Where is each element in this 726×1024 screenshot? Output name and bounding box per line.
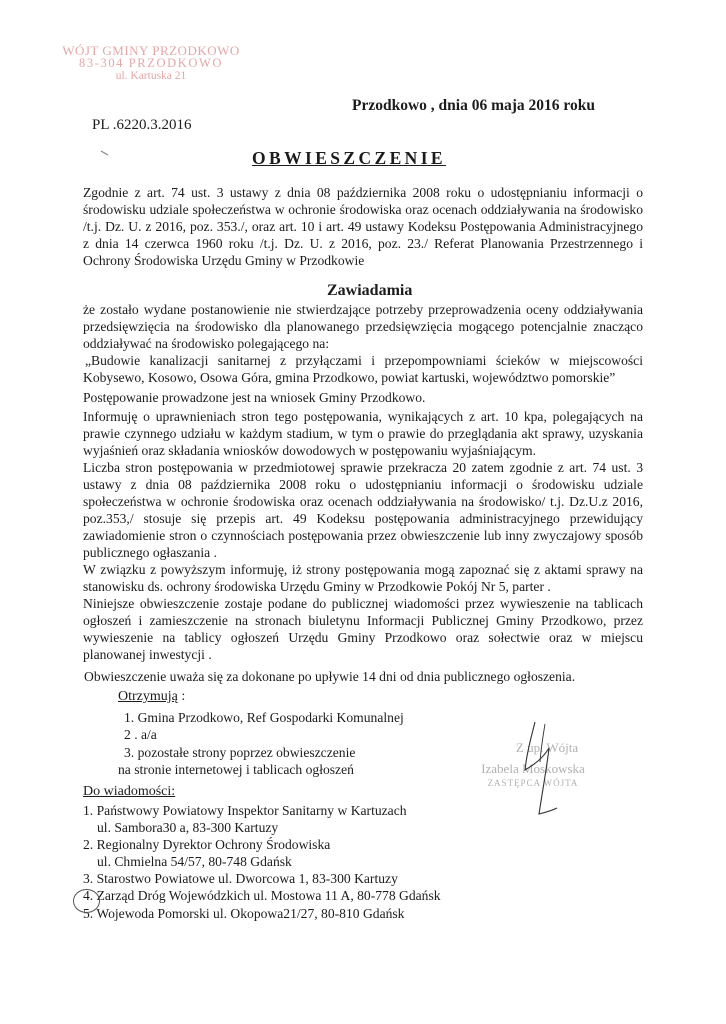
rights-text: Informuję o uprawnieniach stron tego postępowania, wynikających z art. 10 kpa, polegających na prawie czynnego udziału w każdym stadium, w tym o prawie do przeglądania akt sprawy, uzyskania wyjaśnień oraz składania wniosków dowodowych w postępowaniu wyjaśniającym. — [83, 409, 643, 458]
announce-heading: Zawiadamia — [327, 282, 413, 299]
list-item: 3. Starostwo Powiatowe ul. Dworcowa 1, 83-300 Kartuzy — [83, 871, 398, 887]
list-item: 5. Wojewoda Pomorski ul. Okopowa21/27, 80-810 Gdańsk — [83, 905, 405, 921]
stamp-line-1: WÓJT GMINY PRZODKOWO — [62, 43, 240, 58]
list-item: 4. Zarząd Dróg Wojewódzkich ul. Mostowa 11 A, 80-778 Gdańsk — [83, 888, 441, 904]
parties-text: Liczba stron postępowania w przedmiotowej sprawie przekracza 20 zatem zgodnie z art. 74 ust. 3 ustawy z dnia 08 października 2008 roku o udostępnianiu informacji o środowisku udziale społeczeństwa w ochronie środowiska oraz ocenach oddziaływania na środowisko/ t.j. Dz.U.z 2016, poz.353,/ stosuje się przepis art. 49 Kodeksu postępowania administracyjnego przewidujący zawiadomienie stron o czynnościach postępowania przez obwieszczenie lub inny zwyczajowy sposób publicznego ogłaszania . — [83, 460, 643, 560]
recipients-label-suffix: : — [177, 689, 186, 704]
intro-text: Zgodnie z art. 74 ust. 3 ustawy z dnia 08 października 2008 roku o udostępnianiu informacji o środowisku udziale społeczeństwa w ochronie środowiska oraz ocenach oddziaływania na środowisko /t.j. Dz. U. z 2016, poz. 353./, oraz art. 10 i art. 49 ustawy Kodeksu Postępowania Administracyjnego z dnia 14 czerwca 1960 roku /t.j. Dz. U. z 2016, poz. 23./ Referat Planowania Przestrzennego i Ochrony Środowiska Urzędu Gminy w Przodkowie — [83, 185, 643, 268]
access-text: W związku z powyższym informuję, iż strony postępowania mogą zapoznać się z aktami sprawy na stanowisku ds. ochrony środowiska Urzędu Gminy w Przodkowie Pokój Nr 5, parter . — [83, 562, 643, 594]
effective-text: Obwieszczenie uważa się za dokonane po upływie 14 dni od dnia publicznego ogłoszenia. — [84, 669, 576, 684]
office-stamp — [56, 44, 246, 83]
reference-number: PL .6220.3.2016 — [92, 117, 192, 133]
document-title: OBWIESZCZENIE — [252, 148, 446, 168]
official-stamp-line-2: Izabela Moskowska — [481, 761, 585, 776]
recipients-label-text: Otrzymują — [118, 689, 178, 704]
list-item: ul. Chmielna 54/57, 80-748 Gdańsk — [97, 854, 292, 870]
signature-icon — [505, 718, 595, 828]
circled-number-mark — [73, 889, 100, 913]
list-item: 3. pozostałe strony poprzez obwieszczenie — [124, 744, 356, 760]
list-item: 1. Gmina Przodkowo, Ref Gospodarki Komunalnej — [124, 710, 404, 725]
cc-label: Do wiadomości: — [83, 784, 176, 799]
official-stamp-line-1: Z up. Wójta — [515, 740, 579, 755]
list-item: na stronie internetowej i tablicach ogłoszeń — [118, 761, 354, 777]
project-name: „Budowie kanalizacji sanitarnej z przyłączami i przepompowniami ścieków w miejscowości Kobysewo, Kosowo, Osowa Góra, gmina Przodkowo, powiat kartuski, województwo pomorskie” — [83, 353, 643, 385]
place-date: Przodkowo , dnia 06 maja 2016 roku — [352, 97, 595, 114]
list-item: 2 . a/a — [124, 727, 157, 743]
stamp-line-3: ul. Kartuska 21 — [115, 70, 187, 82]
decision-text: że zostało wydane postanowienie nie stwierdzające potrzeby przeprowadzenia oceny oddziaływania przedsięwzięcia na środowisko dla planowanego przedsięwzięcia mogącego potencjalnie znacząco oddziaływać na środowisko polegającego na: — [83, 302, 643, 351]
recipients-label — [118, 689, 185, 705]
recipients-list — [118, 709, 404, 778]
decision-paragraph — [83, 301, 643, 386]
stamp-line-2: 83-304 PRZODKOWO — [79, 56, 223, 70]
publication-text: Niniejsze obwieszczenie zostaje podane do publicznej wiadomości przez wywieszenie na tablicach ogłoszeń i zamieszczenie na stronach biuletynu Informacji Publicznej Gminy Przodkowo, przez wywieszenie na tablicy ogłoszeń Urzędu Gminy Przodkowo oraz sołectwie oraz w miejscu planowanej inwestycji . — [83, 596, 643, 662]
details-section — [83, 389, 643, 595]
list-item: 1. Państwowy Powiatowy Inspektor Sanitarny w Kartuzach — [83, 803, 407, 818]
list-item: 2. Regionalny Dyrektor Ochrony Środowiska — [83, 837, 331, 853]
publication-paragraph — [83, 595, 643, 663]
intro-paragraph — [83, 184, 643, 269]
list-item: ul. Sambora30 a, 83-300 Kartuzy — [97, 820, 279, 836]
pen-mark-icon — [100, 150, 110, 156]
official-stamp-line-3: ZASTĘPCA WÓJTA — [487, 778, 579, 788]
applicant-text: Postępowanie prowadzone jest na wniosek Gminy Przodkowo. — [83, 390, 426, 405]
cc-list — [83, 802, 441, 922]
